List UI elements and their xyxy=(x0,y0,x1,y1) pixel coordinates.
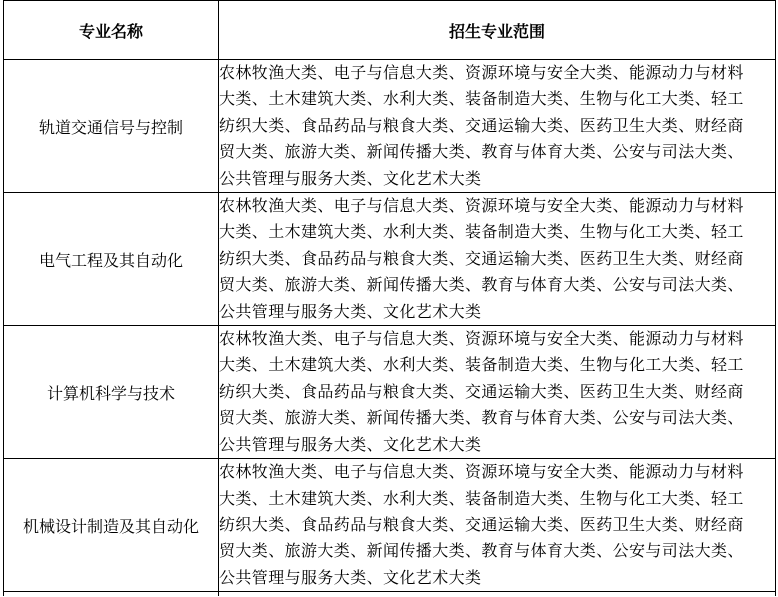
admissions-table xyxy=(3,0,776,596)
scope-line: 农林牧渔大类、电子与信息大类、资源环境与安全大类、能源动力与材料 xyxy=(219,63,744,82)
scope-line: 纺织大类、食品药品与粮食大类、交通运输大类、医药卫生大类、财经商 xyxy=(219,115,744,135)
scope-line: 贸大类、旅游大类、新闻传播大类、教育与体育大类、公安与司法大类、 xyxy=(219,541,744,561)
table-row xyxy=(4,193,776,326)
scope-cell xyxy=(219,60,776,193)
header-row xyxy=(4,1,776,60)
scope-line: 农林牧渔大类、电子与信息大类、资源环境与安全大类、能源动力与材料 xyxy=(219,329,744,349)
header-admission-scope: 招生专业范围 xyxy=(219,1,776,60)
scope-line: 贸大类、旅游大类、新闻传播大类、教育与体育大类、公安与司法大类、 xyxy=(219,142,744,162)
partial-cell xyxy=(219,592,776,597)
scope-line: 农林牧渔大类、电子与信息大类、资源环境与安全大类、能源动力与材料 xyxy=(219,462,744,482)
scope-line: 公共管理与服务大类、文化艺术大类 xyxy=(219,434,482,454)
scope-cell xyxy=(219,193,776,326)
scope-line: 公共管理与服务大类、文化艺术大类 xyxy=(219,301,482,321)
scope-line: 纺织大类、食品药品与粮食大类、交通运输大类、医药卫生大类、财经商 xyxy=(219,248,744,268)
scope-line: 纺织大类、食品药品与粮食大类、交通运输大类、医药卫生大类、财经商 xyxy=(219,381,744,401)
header-major-name: 专业名称 xyxy=(4,1,219,60)
table-row-partial xyxy=(4,592,776,597)
scope-line: 大类、土木建筑大类、水利大类、装备制造大类、生物与化工大类、轻工 xyxy=(219,222,744,242)
partial-cell xyxy=(4,592,219,597)
table-row xyxy=(4,60,776,193)
scope-line: 农林牧渔大类、电子与信息大类、资源环境与安全大类、能源动力与材料 xyxy=(219,196,744,216)
major-name-cell: 轨道交通信号与控制 xyxy=(4,60,219,193)
table-row xyxy=(4,459,776,592)
scope-cell xyxy=(219,326,776,459)
scope-line: 公共管理与服务大类、文化艺术大类 xyxy=(219,567,482,587)
scope-line: 大类、土木建筑大类、水利大类、装备制造大类、生物与化工大类、轻工 xyxy=(219,488,744,508)
scope-line: 贸大类、旅游大类、新闻传播大类、教育与体育大类、公安与司法大类、 xyxy=(219,275,744,295)
major-name-cell: 机械设计制造及其自动化 xyxy=(4,459,219,592)
major-name-cell: 计算机科学与技术 xyxy=(4,326,219,459)
scope-line: 大类、土木建筑大类、水利大类、装备制造大类、生物与化工大类、轻工 xyxy=(219,355,744,375)
scope-cell xyxy=(219,459,776,592)
scope-line: 贸大类、旅游大类、新闻传播大类、教育与体育大类、公安与司法大类、 xyxy=(219,408,744,428)
scope-line: 大类、土木建筑大类、水利大类、装备制造大类、生物与化工大类、轻工 xyxy=(219,89,744,109)
scope-line: 纺织大类、食品药品与粮食大类、交通运输大类、医药卫生大类、财经商 xyxy=(219,514,744,534)
table-row xyxy=(4,326,776,459)
major-name-cell: 电气工程及其自动化 xyxy=(4,193,219,326)
scope-line: 公共管理与服务大类、文化艺术大类 xyxy=(219,168,482,188)
